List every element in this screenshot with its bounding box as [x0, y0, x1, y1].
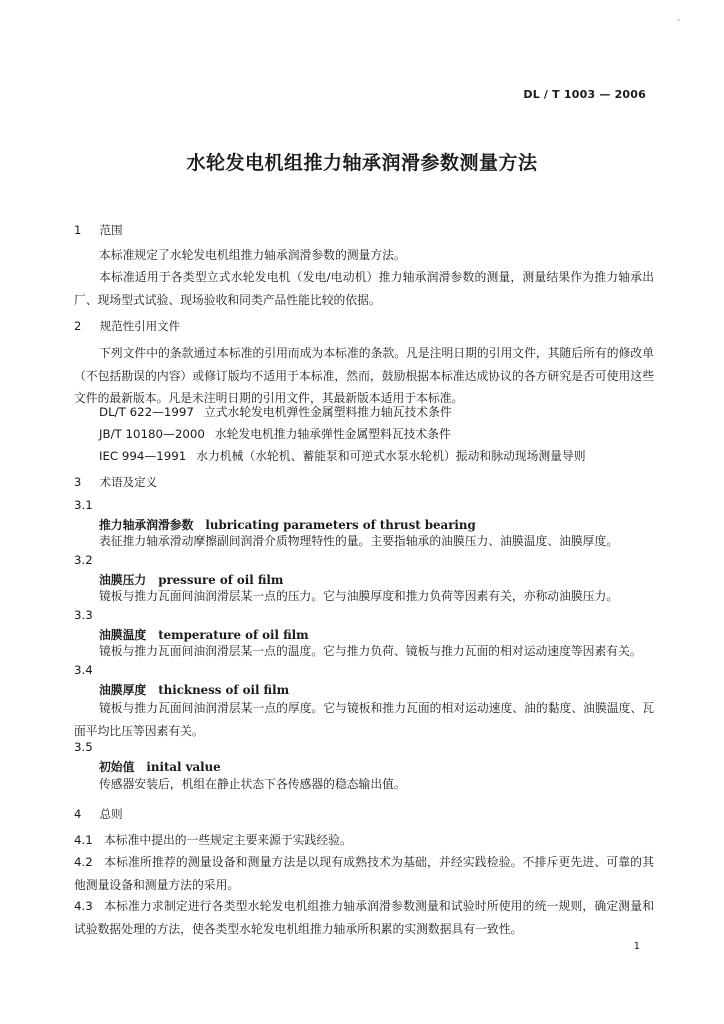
reference-item [99, 425, 451, 442]
general-clause [74, 895, 654, 940]
section-title: 总则 [99, 807, 123, 821]
term-zh: 油膜厚度 [99, 683, 147, 697]
clause-number: 3.5 [74, 740, 93, 754]
term-zh: 油膜压力 [99, 573, 147, 587]
term-en: lubricating parameters of thrust bearing [205, 518, 476, 532]
clause-number: 3.4 [74, 663, 93, 677]
reference-item [99, 403, 452, 420]
reference-title: 水轮发电机推力轴承弹性金属塑料瓦技术条件 [214, 427, 451, 441]
clause-number: 4.2 [74, 855, 93, 869]
general-clause [74, 829, 654, 852]
reference-code: DL/T 622—1997 [99, 405, 194, 419]
clause-number: 3.3 [74, 608, 93, 622]
section-3-heading [74, 474, 157, 490]
page-title: 水轮发电机组推力轴承润滑参数测量方法 [186, 152, 538, 174]
term-definition: 镜板与推力瓦面间油润滑层某一点的温度。它与推力负荷、镜板与推力瓦面的相对运动速度等因素有关。 [99, 644, 642, 658]
section-2-para-1: 下列文件中的条款通过本标准的引用而成为本标准的条款。凡是注明日期的引用文件，其随后所有的修改单（不包括勘误的内容）或修订版均不适用于本标准，然而，鼓励根据本标准达成协议的各方研究是否可使用这些文件的最新版本。凡是未注明日期的引用文件，其最新版本适用于本标准。 [74, 346, 654, 405]
section-title: 范围 [99, 223, 123, 237]
standard-code: DL / T 1003 — 2006 [523, 88, 646, 101]
corner-mark: · [677, 16, 680, 25]
term-en: temperature of oil film [158, 628, 309, 642]
clause-number: 3.1 [74, 498, 93, 512]
section-2-heading [74, 318, 180, 334]
term-en: thickness of oil film [158, 683, 290, 697]
section-number: 3 [74, 475, 82, 489]
reference-title: 立式水轮发电机弹性金属塑料推力轴瓦技术条件 [203, 405, 452, 419]
term-heading [99, 681, 289, 698]
clause-number: 4.1 [74, 833, 93, 847]
page-number: 1 [633, 941, 640, 952]
term-definition: 镜板与推力瓦面间油润滑层某一点的压力。它与油膜厚度和推力负荷等因素有关，亦称动油膜压力。 [99, 589, 619, 603]
clause-number: 3.2 [74, 553, 93, 567]
section-title: 规范性引用文件 [99, 319, 181, 333]
term-zh: 推力轴承润滑参数 [99, 518, 194, 532]
section-title: 术语及定义 [99, 475, 158, 489]
clause-text: 本标准所推荐的测量设备和测量方法是以现有成熟技术为基础，并经实践检验。不排斥更先进、可靠的其他测量设备和测量方法的采用。 [74, 855, 654, 892]
section-1-heading [74, 222, 123, 238]
reference-code: JB/T 10180—2000 [99, 427, 205, 441]
term-zh: 油膜温度 [99, 628, 147, 642]
clause-text: 本标准力求制定进行各类型水轮发电机组推力轴承润滑参数测量和试验时所使用的统一规则，确定测量和试验数据处理的方法，使各类型水轮发电机组推力轴承所积累的实测数据具有一致性。 [74, 899, 654, 936]
general-clause [74, 851, 654, 896]
term-en: inital value [146, 760, 221, 774]
reference-code: IEC 994—1991 [99, 449, 187, 463]
term-definition: 传感器安装后，机组在静止状态下各传感器的稳态输出值。 [99, 777, 406, 791]
section-number: 1 [74, 223, 82, 237]
reference-title: 水力机械（水轮机、蓄能泵和可逆式水泵水轮机）振动和脉动现场测量导则 [196, 449, 586, 463]
section-1-para-2: 本标准适用于各类型立式水轮发电机（发电/电动机）推力轴承润滑参数的测量，测量结果作为推力轴承出厂、现场型式试验、现场验收和同类产品性能比较的依据。 [74, 270, 654, 307]
term-zh: 初始值 [99, 760, 135, 774]
section-number: 2 [74, 319, 82, 333]
term-definition: 镜板与推力瓦面间油润滑层某一点的厚度。它与镜板和推力瓦面的相对运动速度、油的黏度、油膜温度、瓦面平均比压等因素有关。 [74, 701, 654, 738]
section-4-heading [74, 806, 123, 822]
clause-number: 4.3 [74, 899, 93, 913]
reference-item [99, 447, 586, 464]
term-definition: 表征推力轴承滑动摩擦副间润滑介质物理特性的量。主要指轴承的油膜压力、油膜温度、油膜厚度。 [99, 534, 619, 548]
clause-text: 本标准中提出的一些规定主要来源于实践经验。 [104, 833, 352, 847]
section-1-para-1: 本标准规定了水轮发电机组推力轴承润滑参数的测量方法。 [99, 248, 406, 262]
section-number: 4 [74, 807, 82, 821]
term-en: pressure of oil film [158, 573, 284, 587]
